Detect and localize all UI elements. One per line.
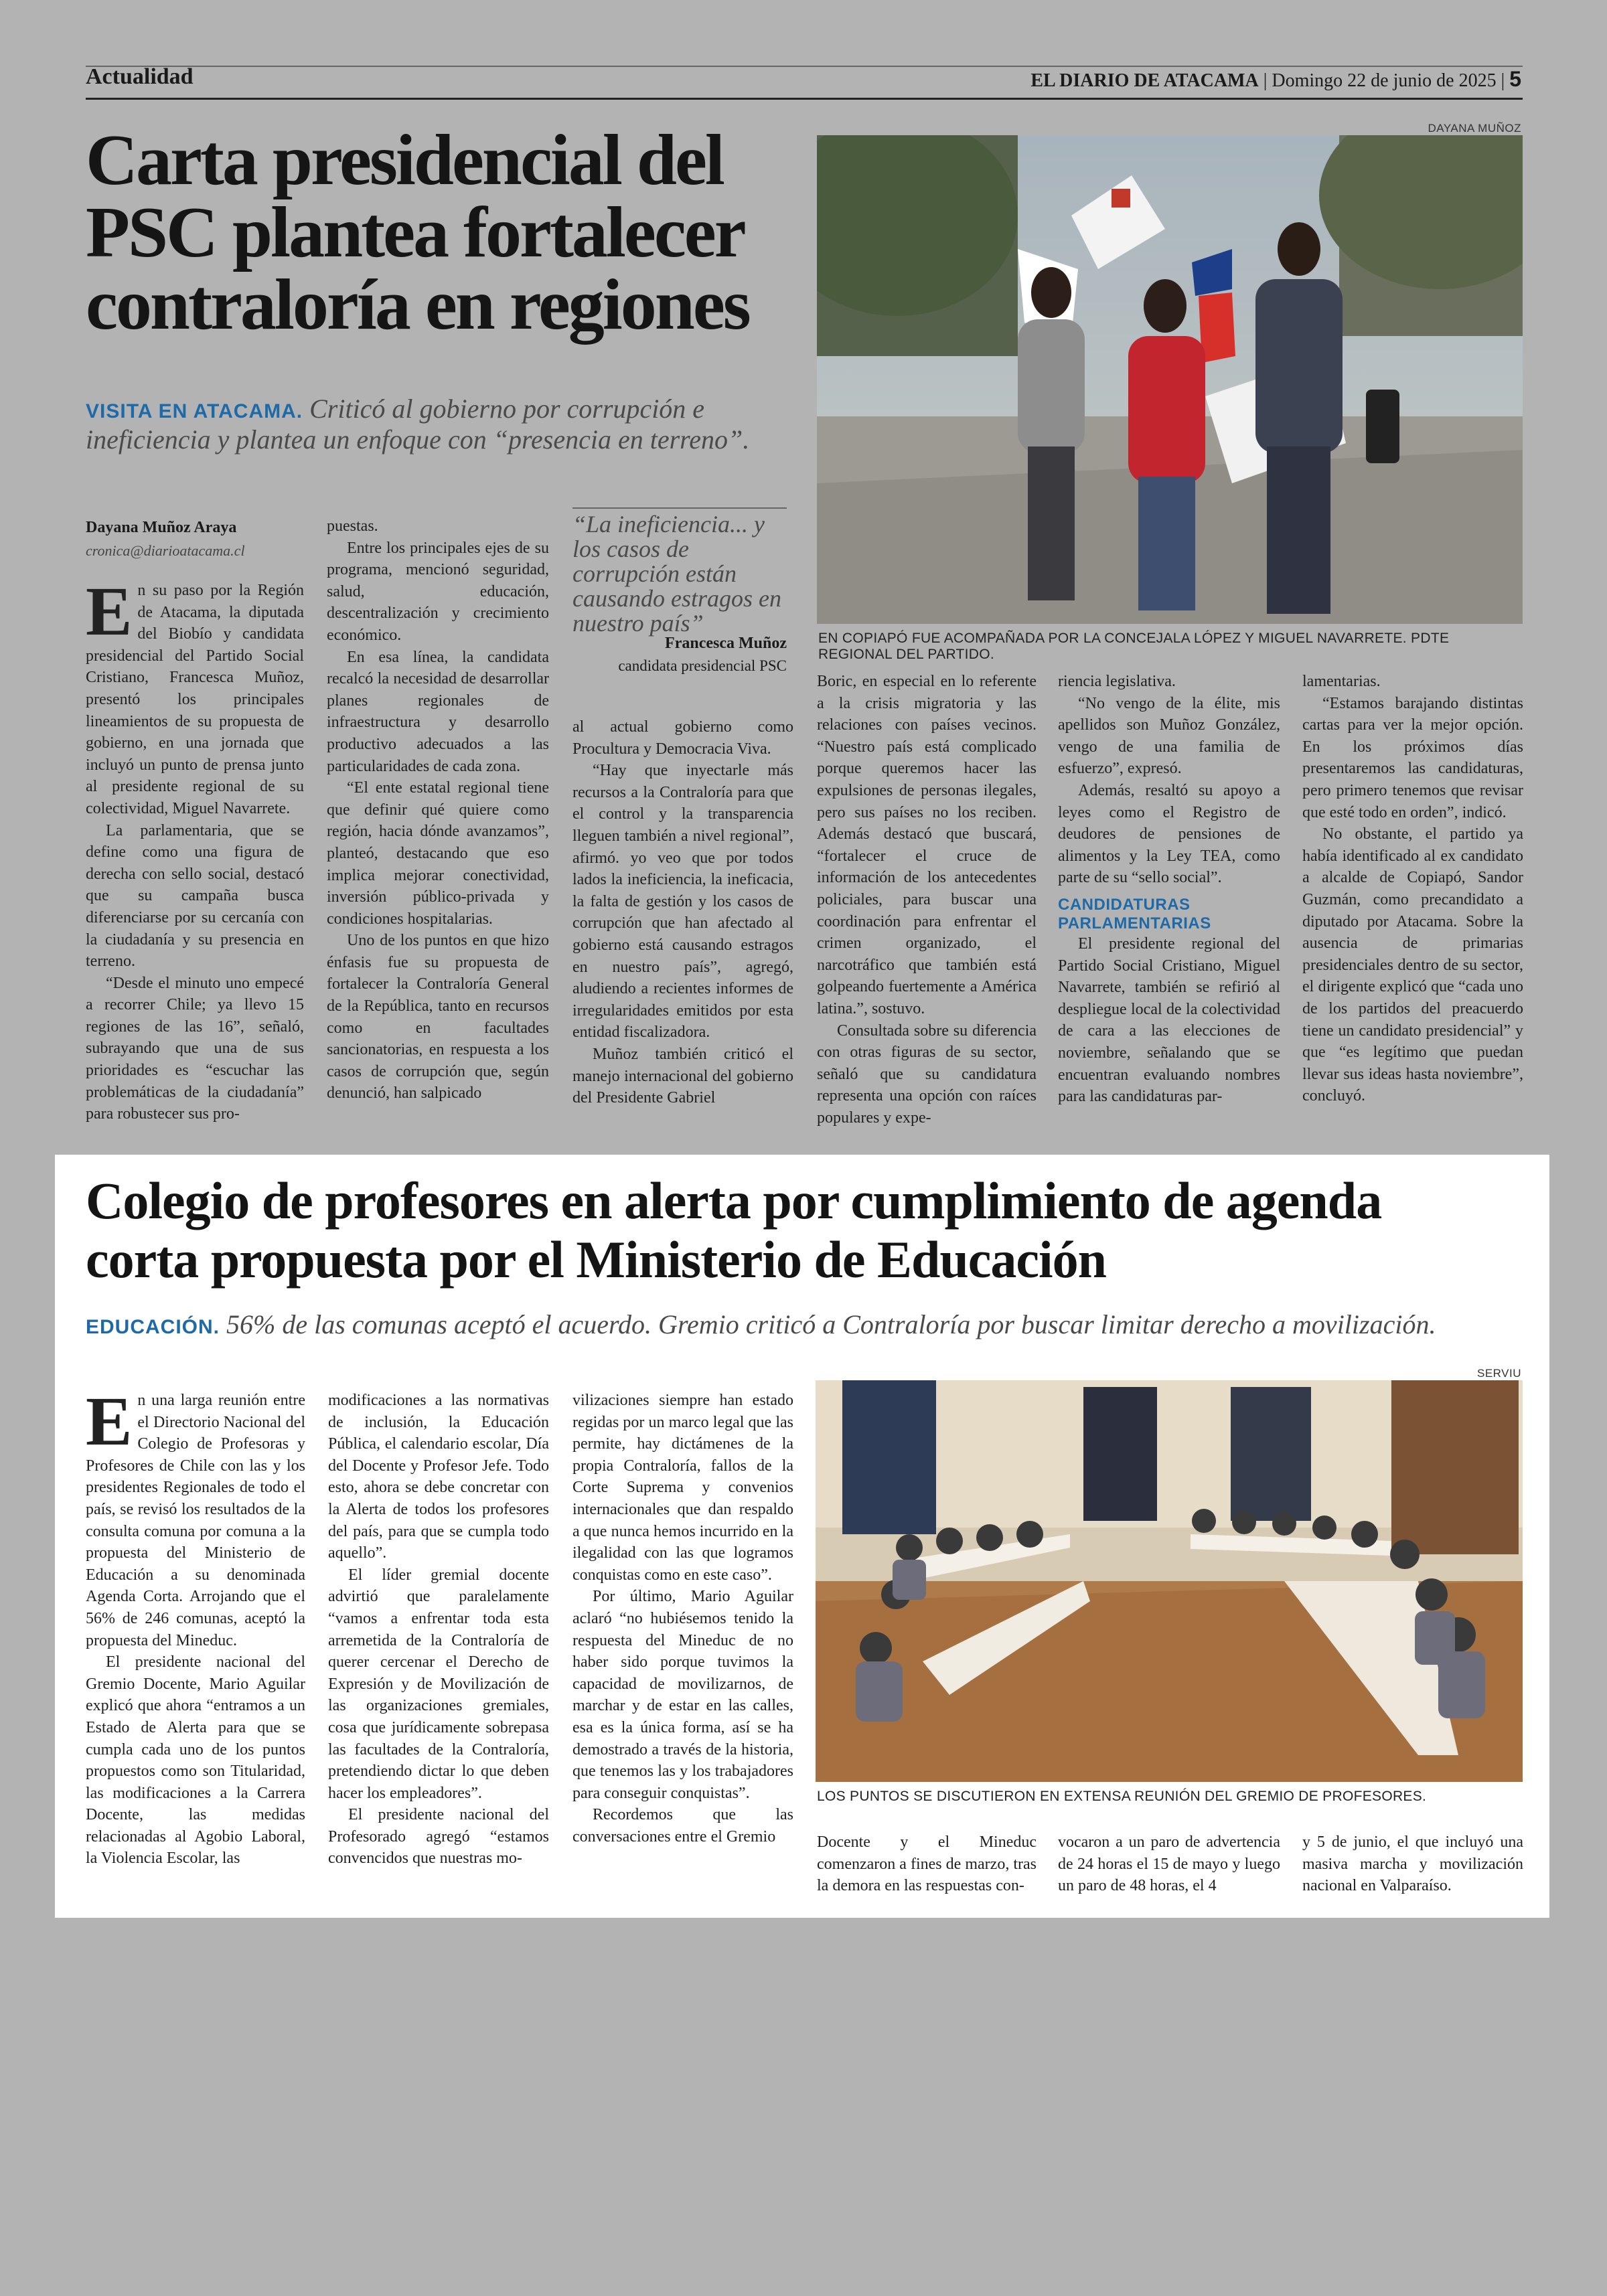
article2-column-1: [86, 1383, 305, 1870]
article1-paragraph: “Hay que inyectarle más recursos a la Contraloría para que el control y la transparencia lleguen también a nivel regional”, afirmó. yo veo que por todos lados la ineficiencia, la ineficacia, la falta de gestión y los casos de corrupción que han afectado al gobierno está causando estragos en nuestro país”, agregó, aludiendo a recientes informes de irregularidades emitidos por esta entidad fiscalizadora.: [572, 762, 793, 1042]
article1-paragraph: La parlamentaria, que se define como una figura de derecha con sello social, destacó que su campaña busca diferenciarse por su cercanía con la ciudadanía y su presencia en terreno.: [86, 821, 304, 971]
article2-paragraph: El presidente nacional del Gremio Docente, Mario Aguilar explicó que ahora “entramos a un Estado de Alerta para que se cumpla cada uno de los puntos propuestos como son Titularidad, las modificaciones a la Carrera Docente, las medidas relacionadas al Agobio Laboral, la Violencia Escolar, las: [86, 1653, 305, 1868]
article1-paragraph: Además, resaltó su apoyo a leyes como el Registro de deudores de pensiones de alimentos y la Ley TEA, como parte de su “sello social”.: [1058, 781, 1280, 887]
article1-column-2: [327, 515, 549, 1104]
article1-deck: [86, 394, 755, 455]
article1-column-6: [1302, 671, 1523, 1107]
article1-paragraph: El presidente regional del Partido Social Cristiano, Miguel Navarrete, también se refirió al despliegue local de la colectividad de cara a las elecciones de noviembre, señalando que se encuentran evaluando nombres para las candidaturas par-: [1058, 934, 1280, 1106]
dropcap: E: [86, 573, 133, 650]
article1-photo: [817, 135, 1523, 624]
article1-paragraph: Consultada sobre su diferencia con otras figuras de su sector, señaló que su candidatura representa una opción con raíces populares y expe-: [817, 1021, 1037, 1127]
photo-illustration: [816, 1380, 1523, 1782]
article2-kicker: EDUCACIÓN.: [86, 1316, 220, 1338]
pull-quote: “La ineficiencia... y los casos de corrupción están causando estragos en nuestro país”: [572, 511, 781, 637]
article1-paragraph: puestas.: [327, 517, 378, 535]
byline: Dayana Muñoz Araya: [86, 519, 237, 536]
article1-paragraph: “Estamos barajando distintas cartas para ver la mejor opción. En los próximos días presentaremos las candidaturas, pero primero tenemos que revisar que esté todo en orden”, indicó.: [1302, 694, 1523, 821]
header-separator: |: [1501, 70, 1505, 91]
article1-paragraph: “El ente estatal regional tiene que definir qué quiere como región, hacia dónde avanzamos”, planteó, destacando que eso implica mejorar conectividad, inversión público-privada y condiciones hospitalarias.: [327, 779, 549, 928]
article2-paragraph: El presidente nacional del Profesorado agregó “estamos convencidos que nuestras mo-: [328, 1806, 549, 1868]
article1-column-1: [86, 573, 304, 1125]
article2-paragraph: En una larga reunión entre el Directorio Nacional del Colegio de Profesoras y Profesores de Chile con las y los presidentes Regionales de todo el país, se revisó los resultados de la consulta comuna por comuna a la propuesta del Ministerio de Educación a su denominada Agenda Corta. Arrojando que el 56% de 246 comunas, aceptó la propuesta del Mineduc.: [86, 1383, 305, 1649]
section-label: Actualidad: [86, 64, 194, 89]
article2-photo: [816, 1380, 1523, 1782]
article1-paragraph: Uno de los puntos en que hizo énfasis fue su propuesta de fortalecer la Contraloría General de la República, tanto en recursos como en facultades sancionatorias, en respuesta a los casos de corrupción que, según denunció, han salpicado: [327, 932, 549, 1102]
article2-paragraph: y 5 de junio, el que incluyó una masiva marcha y movilización nacional en Valparaíso.: [1302, 1833, 1523, 1895]
photo-illustration: [817, 135, 1523, 624]
page-header-info: [1030, 67, 1521, 92]
article2-paragraph: Recordemos que las conversaciones entre el Gremio: [572, 1806, 793, 1846]
article1-paragraph: No obstante, el partido ya había identificado al ex candidato a alcalde de Copiapó, Sandor Guzmán, como precandidato a diputado por Atacama. Sobre la ausencia de primarias presidenciales dentro de su sector, el dirigente explicó que “cada uno de los partidos del preacuerdo tiene un candidato presidencial” y que “es legítimo que puedan llevar sus ideas hasta noviembre”, concluyó.: [1302, 825, 1523, 1105]
article1-paragraph: “No vengo de la élite, mis apellidos son Muñoz González, vengo de una familia de esfuerzo”, expresó.: [1058, 694, 1280, 778]
newspaper-name: EL DIARIO DE ATACAMA: [1030, 70, 1259, 91]
article1-paragraph: al actual gobierno como Procultura y Democracia Viva.: [572, 718, 793, 758]
headline-line: PSC plantea fortalecer: [86, 193, 745, 272]
article2-deck-text: 56% de las comunas aceptó el acuerdo. Gremio criticó a Contraloría por buscar limitar derecho a movilización.: [226, 1309, 1436, 1339]
photo-credit: DAYANA MUÑOZ: [1428, 122, 1521, 135]
article2-column-6: [1302, 1831, 1523, 1897]
article2-caption: LOS PUNTOS SE DISCUTIERON EN EXTENSA REUNIÓN DEL GREMIO DE PROFESORES.: [817, 1789, 1427, 1804]
photo-credit: SERVIU: [1477, 1367, 1521, 1380]
article2-column-2: [328, 1390, 549, 1870]
dropcap: E: [86, 1383, 133, 1460]
article2-paragraph: El líder gremial docente advirtió que paralelamente “vamos a enfrentar toda esta arremetida de la Contraloría de querer cercenar el Derecho de Expresión y de Movilización de las organizaciones gremiales, cosa que jurídicamente sobrepasa las facultades de la Contraloría, pretendiendo dictar lo que deben hacer los empleadores”.: [328, 1566, 549, 1802]
article1-paragraph: lamentarias.: [1302, 673, 1381, 690]
headline-line: Carta presidencial del: [86, 120, 723, 200]
header-bottom-rule: [86, 98, 1523, 100]
article1-paragraph: En esa línea, la candidata recalcó la necesidad de desarrollar planes regionales de infraestructura y desarrollo productivo adecuados a las particularidades de cada zona.: [327, 648, 549, 775]
article2-paragraph: Docente y el Mineduc comenzaron a fines de marzo, tras la demora en las respuestas con-: [817, 1833, 1037, 1895]
article1-headline: [86, 120, 809, 345]
headline-line: contraloría en regiones: [86, 265, 749, 345]
article1-caption: EN COPIAPÓ FUE ACOMPAÑADA POR LA CONCEJALA LÓPEZ Y MIGUEL NAVARRETE. PDTE REGIONAL DEL PARTIDO.: [818, 631, 1450, 662]
article1-deck-text: Criticó al gobierno por corrupción e ineficiencia y plantea un enfoque con “presencia en terreno”.: [86, 394, 750, 455]
article1-column-5: [1058, 671, 1280, 1108]
article2-paragraph: vilizaciones siempre han estado regidas por un marco legal que las permite, hay dictámenes de la propia Contraloría, fallos de la Corte Suprema y convenios internacionales que dan respaldo a que nunca hemos incurrido en la ilegalidad con las que logramos conquistas como en este caso”.: [572, 1392, 793, 1584]
article1-column-4: [817, 671, 1037, 1129]
quote-author: Francesca Muñoz: [665, 635, 787, 652]
headline-line: corta propuesta por el Ministerio de Educación: [86, 1230, 1107, 1289]
article1-paragraph: riencia legislativa.: [1058, 673, 1176, 690]
article2-paragraph: vocaron a un paro de advertencia de 24 horas el 15 de mayo y luego un paro de 48 horas, el 4: [1058, 1833, 1280, 1895]
article1-paragraph: Boric, en especial en lo referente a la crisis migratoria y las relaciones con países vecinos. “Nuestro país está complicado porque queremos hacer las expulsiones de personas ilegales, pero sus países no los reciben. Además destacó que buscará, “fortalecer el cruce de información de los antecedentes policiales, para buscar una coordinación para enfrentar el crimen organizado, el narcotráfico que también está golpeando fuertemente a América latina.”, sostuvo.: [817, 673, 1037, 1017]
article2-paragraph: modificaciones a las normativas de inclusión, la Educación Pública, el calendario escolar, Día del Docente y Profesor Jefe. Todo esto, ahora se debe concretar con la Alerta de todos los profesores del país, para que se cumpla todo aquello”.: [328, 1392, 549, 1562]
article1-paragraph: “Desde el minuto uno empecé a recorrer Chile; ya llevo 15 regiones de las 16”, señaló, subrayando que una de sus prioridades es “escuchar las problemáticas de la ciudadanía” para robustecer sus pro-: [86, 974, 304, 1123]
quote-rule: [572, 507, 787, 509]
article2-column-4: [817, 1831, 1037, 1897]
article2-paragraph: Por último, Mario Aguilar aclaró “no hubiésemos tenido la respuesta del Mineduc de no haber sido porque tuvimos la capacidad de movilizarnos, de marchar y de estar en las calles, esa es la única forma, así se ha demostrado a través de la historia, que tenemos las y los trabajadores para conseguir conquistas”.: [572, 1588, 793, 1802]
article2-headline: [86, 1171, 1525, 1289]
article1-paragraph: Muñoz también criticó el manejo internacional del gobierno del Presidente Gabriel: [572, 1045, 793, 1107]
issue-date: Domingo 22 de junio de 2025: [1272, 70, 1497, 91]
article2-deck: [86, 1309, 1559, 1340]
article1-column-3: [572, 716, 793, 1109]
article1-subhead: CANDIDATURAS PARLAMENTARIAS: [1058, 895, 1211, 932]
article2-column-3: [572, 1390, 793, 1848]
article1-kicker: VISITA EN ATACAMA.: [86, 400, 303, 422]
headline-line: Colegio de profesores en alerta por cumplimiento de agenda: [86, 1171, 1382, 1230]
article2-column-5: [1058, 1831, 1280, 1897]
header-separator: |: [1263, 70, 1268, 91]
quote-role: candidata presidencial PSC: [618, 657, 787, 674]
page-number: 5: [1509, 67, 1521, 91]
article1-paragraph: Entre los principales ejes de su programa, mencionó seguridad, salud, educación, descentralización y crecimiento económico.: [327, 539, 549, 644]
article1-paragraph: En su paso por la Región de Atacama, la diputada del Biobío y candidata presidencial del Partido Social Cristiano, Francesca Muñoz, presentó los principales lineamientos de su propuesta de gobierno, en una jornada que incluyó un punto de prensa junto al presidente regional de su colectividad, Miguel Navarrete.: [86, 573, 304, 817]
author-email: cronica@diarioatacama.cl: [86, 542, 245, 559]
